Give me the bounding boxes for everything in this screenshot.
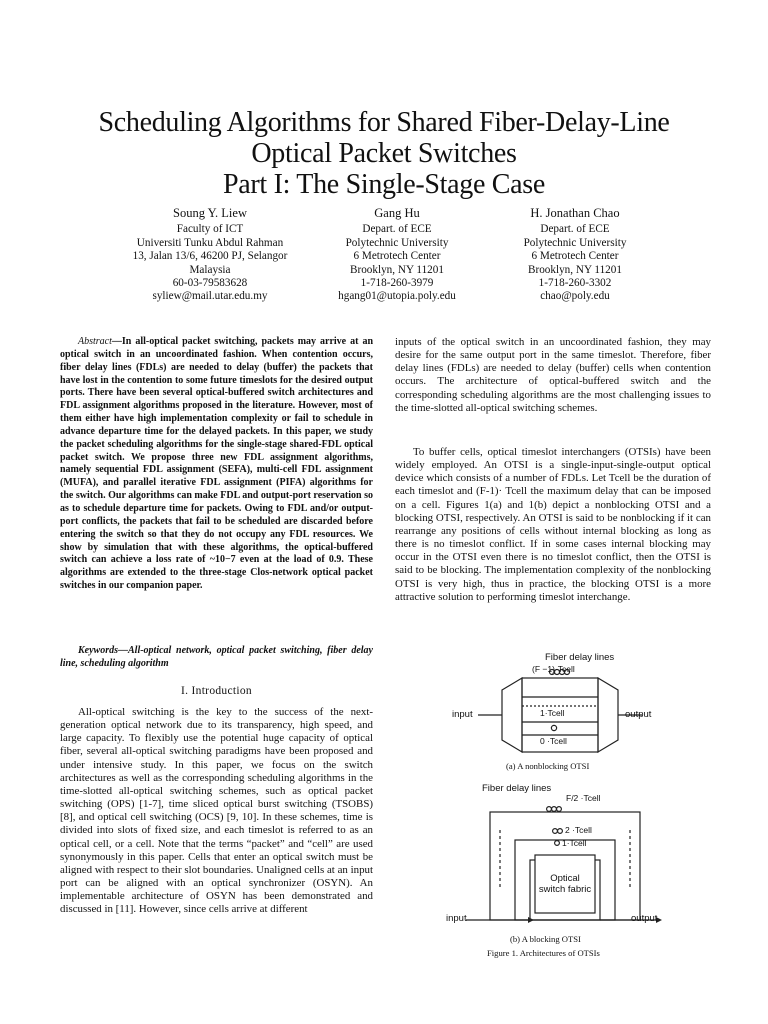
figure-otsi-architectures xyxy=(430,650,690,965)
body-paragraph: To buffer cells, optical timeslot interchangers (OTSIs) have been widely employed. An OTSI is a single-input-single-output optical device which consists of a number of FDLs. Let Tcell be the duration of each timeslot and (F-1)· Tcell the maximum delay that can be imposed on a cell. Figures 1(a) and 1(b) depict a nonblocking OTSI and a blocking OTSI, respectively. An OTSI is said to be nonblocking if it can rearrange any positions of cells without internal blocking as long as there is no timeslot conflict. If in some cases internal blocking may occur in the OTSI even there is no timeslot conflict, then the OTSI is said to be blocking. The implementation complexity of the nonblocking OTSI is very high, thus in practice, the blocking OTSI is a more attractive solution to performing timeslot interchange. xyxy=(395,446,711,603)
author-address: 6 Metrotech Center xyxy=(531,250,619,263)
paper-title-line-1: Scheduling Algorithms for Shared Fiber-Delay-Line xyxy=(98,107,670,138)
section-heading: I. Introduction xyxy=(181,685,252,697)
abstract-label: Abstract xyxy=(78,336,112,347)
introduction-text: All-optical switching is the key to the success of the next-generation optical network due to its transparency, high speed, and large capacity. To flexibly use the potential huge capacity of optical fiber, several all-optical switching paradigms have been proposed and under intensive study. In this paper, we focus on the switch architectures as well as the corresponding scheduling algorithms in the time-slotted all-optical switching schemes, such as optical packet switching (OPS) [1-7], time sliced optical burst switching (TSOBS) [8], and optical cell switching (OCS) [9, 10]. In these schemes, time is divided into slots of fixed size, and each timeslot is referred to as an optical cell, or a cell. Note that the terms “packet” and “cell” are used synonymously in this paper. Cells that enter an optical switch must be aligned with respect to their slot boundaries. Unaligned cells at an input port can be aligned with an optical synchronizer (OSYN). An implementable architecture of OSYN has been demonstrated and discussed in [11]. However, since cells arrive at different xyxy=(60,706,373,916)
author-address: Brooklyn, NY 11201 xyxy=(350,263,444,276)
subfigure-caption: (b) A blocking OTSI xyxy=(510,934,581,944)
delay-label: 1·Tcell xyxy=(562,838,587,848)
fdl-label: Fiber delay lines xyxy=(545,652,615,663)
switch-fabric-label: Optical switch fabric xyxy=(538,873,592,895)
author-affiliation: Depart. of ECE xyxy=(362,223,432,236)
author-block xyxy=(455,207,695,304)
body-paragraph: inputs of the optical switch in an uncoordinated fashion, they may desire for the same output port in the same timeslot. Therefore, fiber delay lines (FDLs) are needed to delay (buffer) cells when contention occurs. The architecture of optical-buffered switch and the corresponding scheduling algorithms are the most challenging issues to the time-slotted all-optical switching schemes. xyxy=(395,336,711,414)
delay-label: (F −1)·Tcell xyxy=(532,664,575,674)
fdl-label: Fiber delay lines xyxy=(482,783,552,794)
keywords: Keywords—All-optical network, optical packet switching, fiber delay line, scheduling algorithm xyxy=(60,645,373,669)
author-email: chao@poly.edu xyxy=(540,290,610,303)
author-name: Soung Y. Liew xyxy=(173,206,247,220)
author-email: syliew@mail.utar.edu.my xyxy=(152,290,268,303)
author-address: Malaysia xyxy=(189,263,231,276)
author-affiliation: Faculty of ICT xyxy=(176,223,244,236)
input-label: input xyxy=(452,709,473,720)
delay-label: 2 ·Tcell xyxy=(565,825,592,835)
author-name: Gang Hu xyxy=(374,206,420,220)
author-address: 6 Metrotech Center xyxy=(353,250,441,263)
output-label: output xyxy=(631,913,658,924)
abstract xyxy=(60,336,373,593)
paper-title-line-3: Part I: The Single-Stage Case xyxy=(222,169,546,200)
delay-label: 0 ·Tcell xyxy=(540,736,567,746)
author-affiliation: Polytechnic University xyxy=(523,236,627,249)
delay-label: F/2 ·Tcell xyxy=(566,793,601,803)
subfigure-caption: (a) A nonblocking OTSI xyxy=(506,761,590,771)
delay-label: 1·Tcell xyxy=(540,708,565,718)
author-address: 13, Jalan 13/6, 46200 PJ, Selangor xyxy=(132,250,288,263)
author-name: H. Jonathan Chao xyxy=(530,206,620,220)
author-phone: 60-03-79583628 xyxy=(172,277,248,290)
author-address: Brooklyn, NY 11201 xyxy=(528,263,622,276)
author-affiliation: Depart. of ECE xyxy=(540,223,610,236)
abstract-text: —In all-optical packet switching, packets may arrive at an optical switch in an uncoordinated fashion. When contention occurs, fiber delay lines (FDLs) are needed to delay (buffer) the packets that have lost in the contention to some future timeslots for the desired output ports. There have been several optical-buffered switch architectures and FDL assignment algorithms proposed in the literature. However, most of them either have high implementation complexity or fail to schedule in advance departure time for the delayed packets. In this paper, we study the packet scheduling algorithms for the single-stage shared-FDL optical packet switch. We propose three new FDL assignment algorithms, namely sequential FDL assignment (SEFA), multi-cell FDL assignment (MUFA), and parallel iterative FDL assignment (PIFA) algorithms for the switch. Our algorithms can make FDL and output-port reservation so as to schedule departure time for packets. Owing to FDL and/or output-port conflicts, the packets that fail to be scheduled are discarded before entering the switch so that they do not occupy any FDL resources. We show by simulation that with these algorithms, the optical-buffered switch can achieve a loss rate of ~10−7 even at the load of 0.9. These algorithms are extended to the three-stage Clos-network optical packet switches in our companion paper. xyxy=(60,336,373,592)
output-label: output xyxy=(625,709,652,720)
author-affiliation: Universiti Tunku Abdul Rahman xyxy=(136,236,284,249)
figure-caption: Figure 1. Architectures of OTSIs xyxy=(487,948,600,958)
paper-title-line-2: Optical Packet Switches xyxy=(251,138,517,169)
author-affiliation: Polytechnic University xyxy=(345,236,449,249)
author-email: hgang01@utopia.poly.edu xyxy=(338,290,456,303)
author-phone: 1-718-260-3302 xyxy=(538,277,612,290)
author-phone: 1-718-260-3979 xyxy=(360,277,434,290)
input-label: input xyxy=(446,913,467,924)
